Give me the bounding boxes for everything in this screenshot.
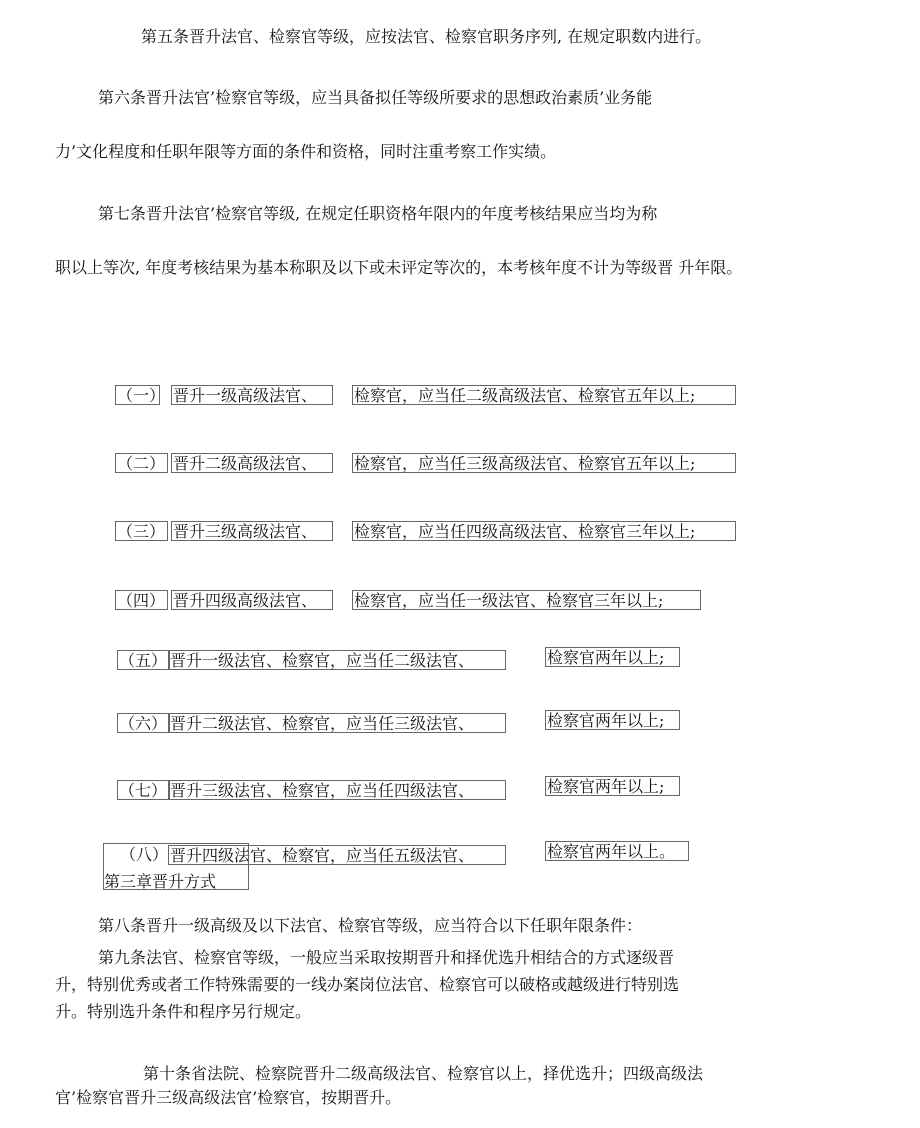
item-text-part-1: 晋升三级高级法官、 — [171, 521, 333, 541]
item-text-part-2: 检察官，应当任三级高级法官、检察官五年以上; — [352, 453, 736, 473]
article-8: 第八条晋升一级高级及以下法官、检察官等级，应当符合以下任职年限条件： — [98, 916, 643, 935]
item-number: （四） — [115, 590, 168, 610]
item-text-part-2: 检察官，应当任一级法官、检察官三年以上; — [352, 590, 701, 610]
item-text-part-2: 检察官两年以上。 — [545, 841, 689, 861]
item-number: （五） — [117, 650, 170, 670]
item-text-part-1: 晋升三级法官、检察官，应当任四级法官、 — [168, 780, 506, 800]
item-number: （二） — [115, 453, 168, 473]
item-number: （六） — [117, 713, 170, 733]
item-text-part-1: 晋升一级法官、检察官，应当任二级法官、 — [168, 650, 506, 670]
article-10-line-2: 官’检察官晋升三级高级法官’检察官，按期晋升。 — [55, 1088, 402, 1107]
article-10-line-1: 第十条省法院、检察院晋升二级高级法官、检察官以上，择优选升；四级高级法 — [143, 1064, 704, 1083]
article-9-line-1: 第九条法官、检察官等级，一般应当采取按期晋升和择优选升相结合的方式逐级晋 — [98, 948, 675, 967]
chapter-heading: 第三章晋升方式 — [104, 872, 217, 891]
item-text-part-2: 检察官，应当任二级高级法官、检察官五年以上; — [352, 385, 736, 405]
item-text-part-1: 晋升一级高级法官、 — [171, 385, 333, 405]
item-text-part-2: 检察官两年以上; — [545, 647, 680, 667]
item-text-part-2: 检察官，应当任四级高级法官、检察官三年以上; — [352, 521, 736, 541]
item-text-part-2: 检察官两年以上; — [545, 776, 680, 796]
item-text-part-1: 晋升四级高级法官、 — [171, 590, 333, 610]
item-number: （七） — [117, 780, 170, 800]
item-text-part-1: 晋升二级法官、检察官，应当任三级法官、 — [168, 713, 506, 733]
article-6-line-1: 第六条晋升法官’检察官等级，应当具备拟任等级所要求的思想政治素质’业务能 — [98, 88, 653, 107]
item-text-part-1: 晋升四级法官、检察官，应当任五级法官、 — [168, 845, 506, 865]
article-6-line-2: 力’文化程度和任职年限等方面的条件和资格，同时注重考察工作实绩。 — [55, 142, 557, 161]
item-number: （一） — [117, 386, 166, 405]
item-number: （八） — [120, 845, 169, 864]
item-text-part-1: 晋升二级高级法官、 — [171, 453, 333, 473]
article-5: 第五条晋升法官、检察官等级，应按法官、检察官职务序列, 在规定职数内进行。 — [141, 27, 712, 46]
article-7-line-2: 职以上等次, 年度考核结果为基本称职及以下或未评定等次的，本考核年度不计为等级晋 升年限。 — [55, 258, 743, 277]
article-9-line-2: 升，特别优秀或者工作特殊需要的一线办案岗位法官、检察官可以破格或越级进行特别选 — [55, 975, 680, 994]
article-9-line-3: 升。特别选升条件和程序另行规定。 — [55, 1002, 312, 1021]
article-7-line-1: 第七条晋升法官’检察官等级, 在规定任职资格年限内的年度考核结果应当均为称 — [98, 204, 658, 223]
item-number: （三） — [115, 521, 168, 541]
item-text-part-2: 检察官两年以上; — [545, 710, 680, 730]
